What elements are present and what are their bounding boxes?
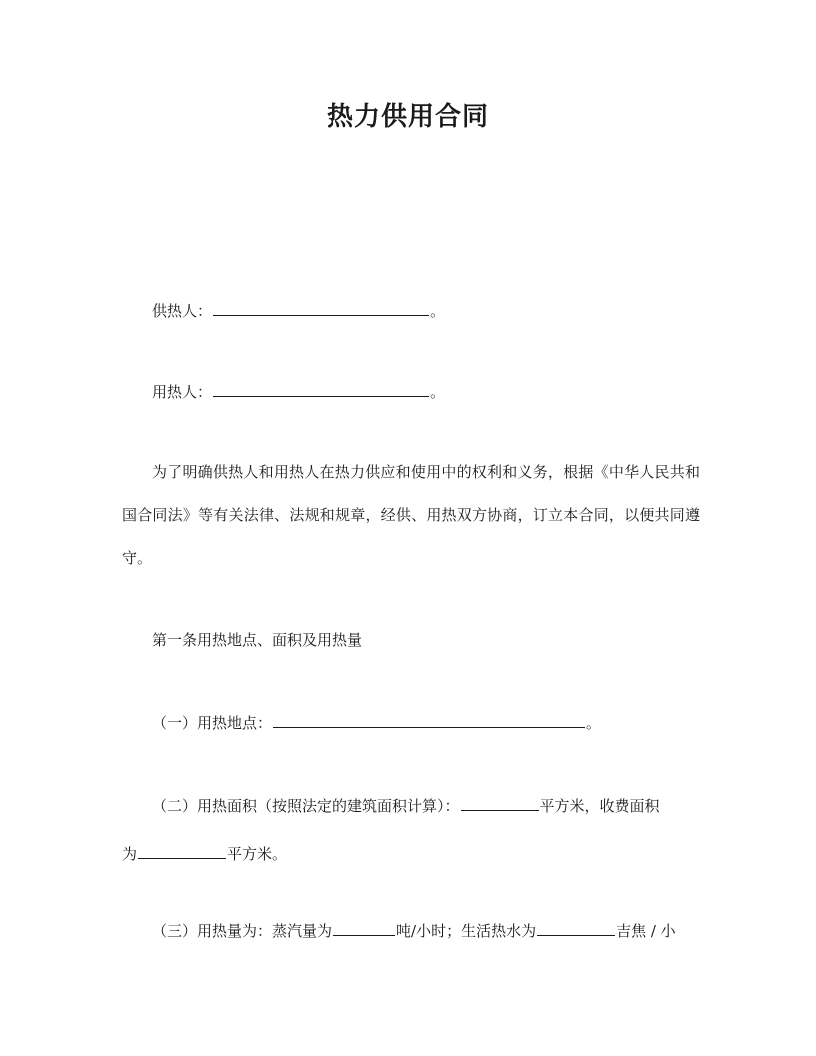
- steam-blank[interactable]: [333, 920, 395, 936]
- user-end: 。: [430, 383, 446, 401]
- item1-end: 。: [586, 714, 602, 732]
- location-blank[interactable]: [273, 712, 585, 728]
- user-line: [152, 381, 445, 402]
- preamble-paragraph: 为了明确供热人和用热人在热力供应和使用中的权利和义务，根据《中华人民共和国合同法》等有关法律、法规和规章，经供、用热双方协商，订立本合同，以便共同遵守。: [122, 463, 700, 567]
- area-blank[interactable]: [461, 795, 539, 811]
- item3-unit1: 吨/小时；生活热水为: [396, 922, 537, 940]
- supplier-label: 供热人：: [152, 302, 213, 320]
- user-label: 用热人：: [152, 383, 213, 401]
- supplier-line: [152, 300, 445, 321]
- item3-line: [152, 920, 676, 941]
- item2-line2: [122, 830, 700, 878]
- item3-unit2: 吉焦 / 小: [616, 922, 676, 940]
- item1-label: （一）用热地点：: [152, 714, 273, 732]
- article1-heading: 第一条用热地点、面积及用热量: [152, 631, 363, 649]
- supplier-blank[interactable]: [213, 300, 429, 316]
- item2-paragraph: [122, 782, 700, 878]
- item2-end: 平方米。: [227, 845, 288, 863]
- item2-line1: [122, 782, 700, 830]
- item1-line: [152, 712, 601, 733]
- document-title: 热力供用合同: [326, 102, 489, 132]
- item2-label: （二）用热面积（按照法定的建筑面积计算）：: [152, 797, 460, 815]
- item2-mid: 平方米，收费面积: [539, 797, 660, 815]
- item3-label: （三）用热量为：蒸汽量为: [152, 922, 333, 940]
- item2-prefix2: 为: [122, 845, 138, 863]
- hot-water-blank[interactable]: [537, 920, 615, 936]
- supplier-end: 。: [430, 302, 446, 320]
- user-blank[interactable]: [213, 381, 429, 397]
- charge-area-blank[interactable]: [138, 843, 226, 859]
